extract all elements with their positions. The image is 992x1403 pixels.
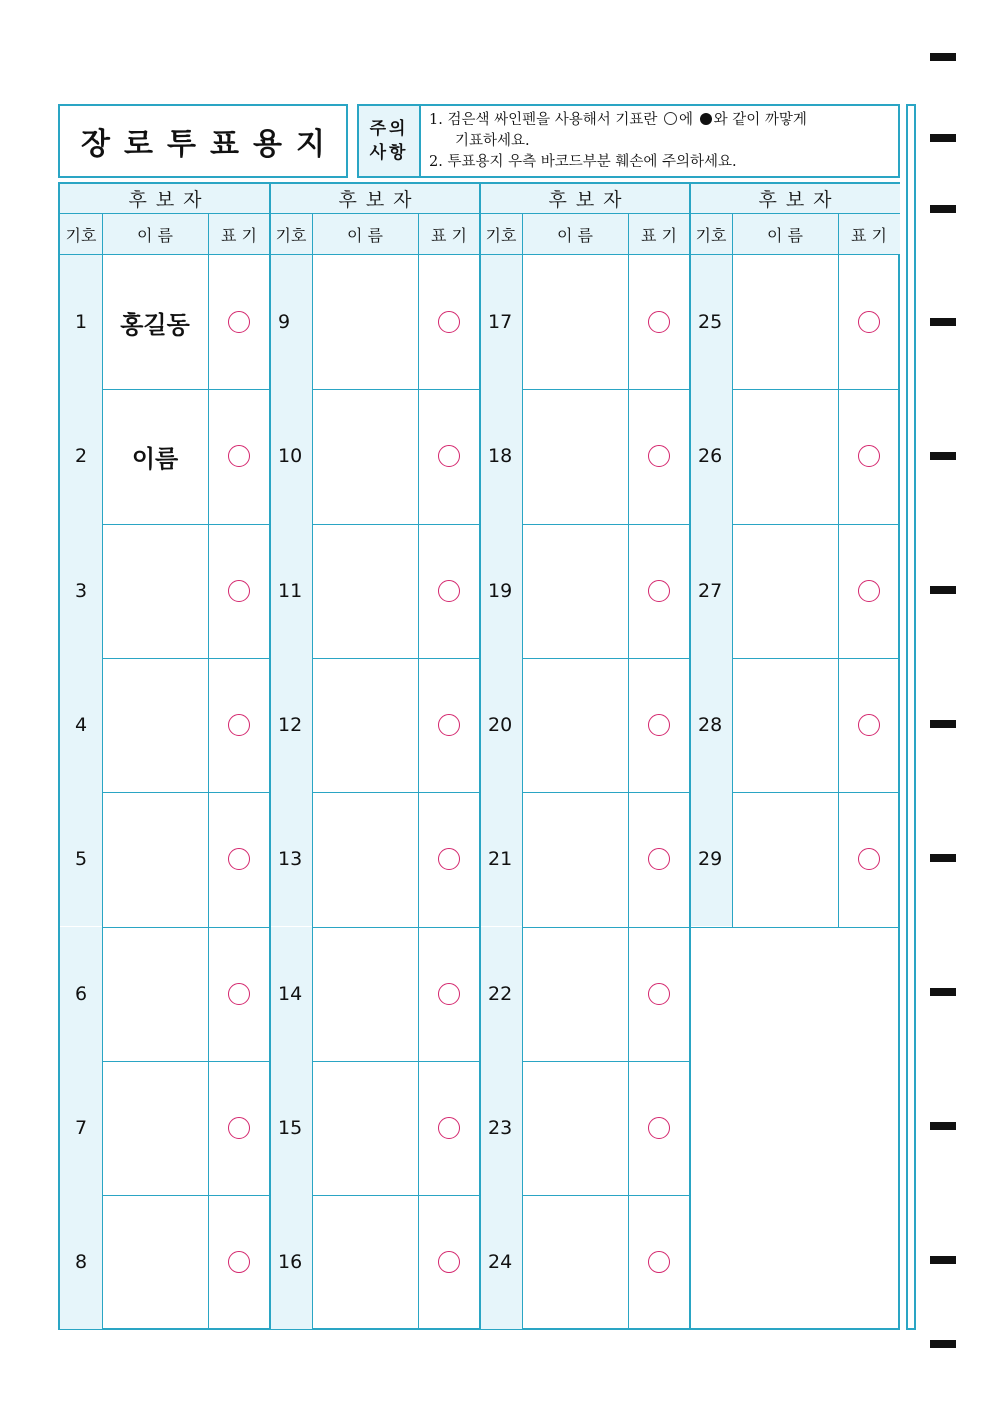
vote-circle-icon[interactable] (648, 714, 670, 736)
candidate-number: 2 (60, 389, 102, 523)
candidate-name (522, 389, 628, 523)
column-divider (628, 214, 629, 1329)
candidate-name (312, 255, 418, 389)
candidate-name (732, 524, 838, 658)
ballot-title: 장로투표용지 (81, 127, 339, 162)
column-divider (208, 214, 209, 1329)
timing-mark (930, 318, 956, 326)
empty-circle-icon (664, 112, 677, 125)
header-number: 기호 (480, 214, 522, 255)
vote-circle-icon[interactable] (648, 848, 670, 870)
header-number: 기호 (60, 214, 102, 255)
vote-mark-cell[interactable] (838, 389, 900, 523)
group-divider (269, 184, 271, 1329)
candidate-name (522, 255, 628, 389)
candidate-number: 27 (690, 524, 732, 658)
vote-mark-cell[interactable] (208, 792, 270, 926)
timing-mark (930, 586, 956, 594)
candidate-name: 이름 (131, 443, 179, 473)
vote-mark-cell[interactable] (418, 524, 480, 658)
candidate-name (732, 658, 838, 792)
candidate-number: 24 (480, 1195, 522, 1329)
header-mark: 표 기 (838, 214, 900, 255)
group-divider (479, 184, 481, 1329)
candidate-name (522, 927, 628, 1061)
vote-circle-icon[interactable] (228, 983, 250, 1005)
vote-circle-icon[interactable] (438, 714, 460, 736)
notice-line-1c: 와 같이 까맣게 (713, 112, 807, 128)
column-divider (838, 214, 839, 927)
header-candidate-group: 후보자 (480, 184, 690, 214)
vote-mark-cell[interactable] (418, 927, 480, 1061)
candidate-number: 11 (270, 524, 312, 658)
candidate-name (732, 255, 838, 389)
notice-line-1-continued: 기표하세요. (455, 133, 530, 149)
candidate-number: 5 (60, 792, 102, 926)
filled-circle-icon (700, 113, 712, 125)
candidate-number: 21 (480, 792, 522, 926)
candidate-name (312, 658, 418, 792)
candidate-name (102, 1195, 208, 1329)
vote-circle-icon[interactable] (648, 1251, 670, 1273)
column-divider (522, 214, 523, 1329)
header-name: 이 름 (522, 214, 628, 255)
candidate-number: 29 (690, 792, 732, 926)
barcode-guide-bar (906, 104, 916, 1330)
vote-circle-icon[interactable] (438, 848, 460, 870)
vote-circle-icon[interactable] (648, 983, 670, 1005)
timing-mark (930, 205, 956, 213)
candidate-number: 12 (270, 658, 312, 792)
notice-label-line2: 사항 (369, 143, 409, 163)
candidate-number: 8 (60, 1195, 102, 1329)
vote-circle-icon[interactable] (648, 445, 670, 467)
notice-line-1a: 1. 검은색 싸인펜을 사용해서 기표란 (429, 112, 662, 128)
timing-mark (930, 1256, 956, 1264)
candidate-number: 6 (60, 927, 102, 1061)
candidate-name (522, 1195, 628, 1329)
vote-mark-cell[interactable] (628, 255, 690, 389)
header-candidate-group: 후보자 (690, 184, 900, 214)
vote-circle-icon[interactable] (858, 848, 880, 870)
header-mark: 표 기 (418, 214, 480, 255)
candidate-name (522, 658, 628, 792)
vote-circle-icon[interactable] (228, 311, 250, 333)
timing-mark (930, 720, 956, 728)
vote-mark-cell[interactable] (628, 792, 690, 926)
vote-mark-cell[interactable] (838, 524, 900, 658)
candidate-name (102, 927, 208, 1061)
candidate-name (312, 389, 418, 523)
timing-mark (930, 452, 956, 460)
vote-mark-cell[interactable] (838, 658, 900, 792)
candidate-number: 18 (480, 389, 522, 523)
column-divider (418, 214, 419, 1329)
vote-mark-cell[interactable] (208, 1061, 270, 1195)
vote-circle-icon[interactable] (438, 580, 460, 602)
candidate-name (312, 927, 418, 1061)
vote-circle-icon[interactable] (228, 1251, 250, 1273)
group-divider (689, 184, 691, 1328)
vote-mark-cell[interactable] (628, 524, 690, 658)
vote-mark-cell[interactable] (418, 792, 480, 926)
notice-label-line1: 주의 (369, 119, 409, 139)
candidate-number: 10 (270, 389, 312, 523)
vote-circle-icon[interactable] (648, 311, 670, 333)
header-number: 기호 (690, 214, 732, 255)
candidate-name (732, 389, 838, 523)
timing-mark (930, 53, 956, 61)
notice-line-2: 2. 투표용지 우측 바코드부분 훼손에 주의하세요. (429, 154, 737, 170)
vote-mark-cell[interactable] (208, 255, 270, 389)
candidate-name (522, 1061, 628, 1195)
candidate-number: 16 (270, 1195, 312, 1329)
vote-circle-icon[interactable] (858, 311, 880, 333)
vote-circle-icon[interactable] (438, 311, 460, 333)
vote-mark-cell[interactable] (208, 389, 270, 523)
notice-line-1 (429, 110, 894, 131)
candidate-number: 17 (480, 255, 522, 389)
candidate-number: 14 (270, 927, 312, 1061)
vote-circle-icon[interactable] (648, 580, 670, 602)
candidate-name (312, 524, 418, 658)
header-candidate-group: 후보자 (60, 184, 270, 214)
vote-circle-icon[interactable] (858, 714, 880, 736)
vote-mark-cell[interactable] (418, 389, 480, 523)
vote-circle-icon[interactable] (858, 445, 880, 467)
vote-circle-icon[interactable] (438, 1251, 460, 1273)
candidate-number: 13 (270, 792, 312, 926)
vote-mark-cell[interactable] (208, 524, 270, 658)
candidate-name: 홍길동 (120, 309, 190, 339)
vote-circle-icon[interactable] (228, 580, 250, 602)
column-divider (102, 214, 103, 1329)
vote-circle-icon[interactable] (228, 848, 250, 870)
candidate-name (312, 792, 418, 926)
vote-circle-icon[interactable] (228, 445, 250, 467)
vote-mark-cell[interactable] (838, 255, 900, 389)
candidate-number: 28 (690, 658, 732, 792)
candidate-name (522, 792, 628, 926)
column-divider (732, 214, 733, 927)
header-mark: 표 기 (628, 214, 690, 255)
timing-mark (930, 854, 956, 862)
candidate-number: 20 (480, 658, 522, 792)
candidate-name (102, 792, 208, 926)
candidate-number: 25 (690, 255, 732, 389)
candidate-name (522, 524, 628, 658)
vote-mark-cell[interactable] (208, 658, 270, 792)
ballot-title-box (58, 104, 348, 178)
vote-circle-icon[interactable] (438, 983, 460, 1005)
candidate-number: 26 (690, 389, 732, 523)
header-name: 이 름 (102, 214, 208, 255)
candidate-number: 23 (480, 1061, 522, 1195)
header-mark: 표 기 (208, 214, 270, 255)
vote-mark-cell[interactable] (628, 389, 690, 523)
vote-mark-cell[interactable] (418, 1061, 480, 1195)
vote-circle-icon[interactable] (438, 1117, 460, 1139)
candidate-number: 4 (60, 658, 102, 792)
timing-mark (930, 988, 956, 996)
vote-mark-cell[interactable] (418, 658, 480, 792)
candidate-name (102, 658, 208, 792)
candidate-number: 15 (270, 1061, 312, 1195)
vote-mark-cell[interactable] (628, 1195, 690, 1329)
header-name: 이 름 (312, 214, 418, 255)
candidate-name (102, 1061, 208, 1195)
notice-line-1b: 에 (678, 112, 698, 128)
vote-circle-icon[interactable] (228, 714, 250, 736)
candidate-number: 7 (60, 1061, 102, 1195)
vote-mark-cell[interactable] (838, 792, 900, 926)
vote-mark-cell[interactable] (628, 658, 690, 792)
vote-mark-cell[interactable] (418, 255, 480, 389)
vote-circle-icon[interactable] (228, 1117, 250, 1139)
timing-mark (930, 134, 956, 142)
row-divider (690, 927, 900, 928)
candidate-name (312, 1061, 418, 1195)
vote-circle-icon[interactable] (648, 1117, 670, 1139)
candidate-number: 1 (60, 255, 102, 389)
vote-mark-cell[interactable] (628, 927, 690, 1061)
notice-text (429, 110, 894, 173)
candidate-name (312, 1195, 418, 1329)
vote-circle-icon[interactable] (438, 445, 460, 467)
vote-mark-cell[interactable] (208, 1195, 270, 1329)
vote-mark-cell[interactable] (208, 927, 270, 1061)
timing-mark (930, 1122, 956, 1130)
candidate-number: 22 (480, 927, 522, 1061)
header-candidate-group: 후보자 (270, 184, 480, 214)
vote-mark-cell[interactable] (418, 1195, 480, 1329)
candidate-name (102, 524, 208, 658)
candidate-number: 19 (480, 524, 522, 658)
vote-circle-icon[interactable] (858, 580, 880, 602)
candidate-number: 9 (270, 255, 312, 389)
candidate-number: 3 (60, 524, 102, 658)
timing-mark (930, 1340, 956, 1348)
notice-box (357, 104, 900, 178)
candidate-name (732, 792, 838, 926)
notice-label (359, 106, 421, 176)
column-divider (312, 214, 313, 1329)
vote-mark-cell[interactable] (628, 1061, 690, 1195)
candidate-table (58, 182, 900, 1330)
header-number: 기호 (270, 214, 312, 255)
header-name: 이 름 (732, 214, 838, 255)
